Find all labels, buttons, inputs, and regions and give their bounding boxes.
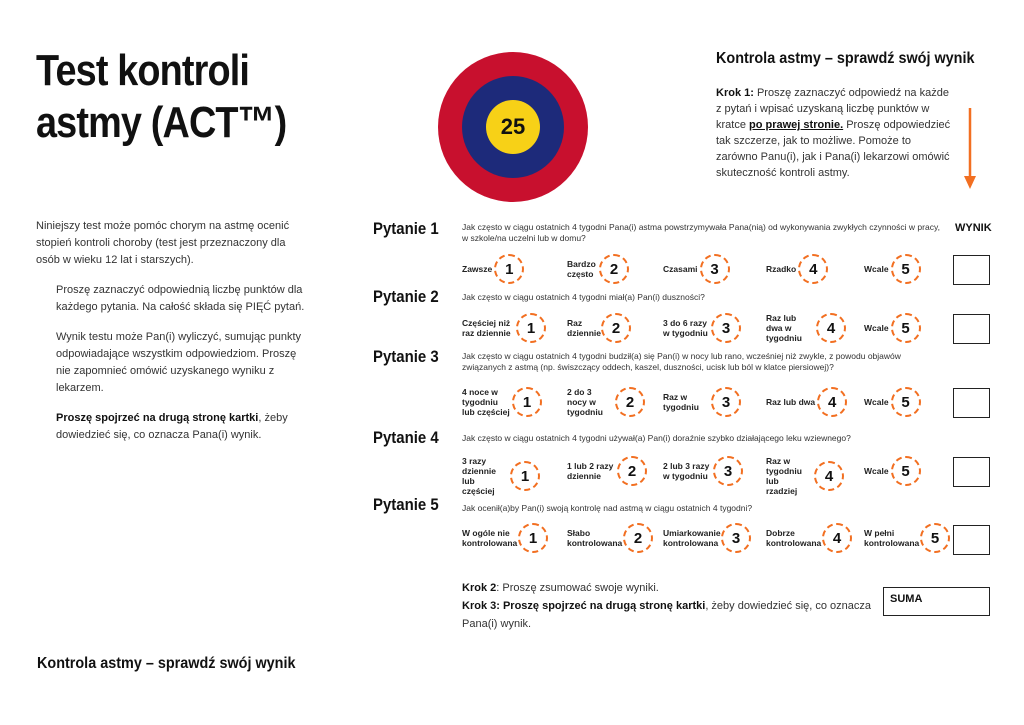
step3-line [462,597,882,633]
step2-label: Krok 2 [462,582,497,594]
points-circle[interactable]: 2 [623,523,653,553]
answer-label: Słabo kontrolowana [567,528,623,548]
steps-2-3 [462,579,882,633]
points-circle[interactable]: 5 [891,456,921,486]
question-3-label: Pytanie 3 [373,347,439,366]
q5-answer-3[interactable] [663,523,751,553]
answer-label: 1 lub 2 razy dziennie [567,461,614,481]
answer-label: Raz dziennie [567,318,602,338]
answer-label: Wcale [864,264,889,274]
q4-answer-3[interactable] [663,456,743,486]
answer-label: Bardzo często [567,259,596,279]
points-circle[interactable]: 3 [700,254,730,284]
step3-bold: Proszę spojrzeć na drugą stronę kartki [499,600,706,612]
q2-answer-4[interactable] [766,313,846,343]
step2-text: : Proszę zsumować swoje wyniki. [496,582,659,594]
intro-paragraph-2: Proszę zaznaczyć odpowiednią liczbę punktów dla każdego pytania. Na całość składa się PIĘĆ pytań. [56,284,305,313]
q2-answer-5[interactable] [864,313,921,343]
q5-answer-1[interactable] [462,523,548,553]
points-circle[interactable]: 3 [721,523,751,553]
step1-text-b: Proszę odpowiedzieć tak szczerze, jak to możliwe. Pomoże to zarówno Panu(i), jak i Pana(i) lekarzowi omówić skuteczność kontroli astmy. [716,119,951,179]
q1-answer-5[interactable] [864,254,921,284]
bottom-title: Kontrola astmy – sprawdź swój wynik [37,655,296,672]
points-circle[interactable]: 4 [814,461,844,491]
points-circle[interactable]: 5 [891,387,921,417]
answer-label: Wcale [864,323,889,333]
q3-answer-3[interactable] [663,387,741,417]
intro-paragraph-4 [36,410,311,444]
q1-answer-4[interactable] [766,254,828,284]
answer-label: 4 noce w tygodniu lub częściej [462,387,510,417]
points-circle[interactable]: 4 [822,523,852,553]
arrow-down-icon [963,108,977,190]
q2-score-box[interactable] [953,314,990,344]
question-5-label: Pytanie 5 [373,495,439,514]
total-score-box[interactable] [883,587,990,616]
answer-label: Zawsze [462,264,493,274]
q2-answer-2[interactable] [567,313,631,343]
q5-answer-4[interactable] [766,523,852,553]
points-circle[interactable]: 2 [601,313,631,343]
step1-text-a: Proszę zaznaczyć odpowiedź na każde z pytań i wpisać uzyskaną liczbę punktów w kratce [716,87,949,131]
q4-answer-2[interactable] [567,456,647,486]
title-line-2: astmy (ACT™) [36,98,287,147]
step3-text: , żeby dowiedzieć się, co oznacza Pana(i) wynik. [462,600,872,630]
answer-label: W ogóle nie kontrolowana [462,528,518,548]
right-header: Kontrola astmy – sprawdź swój wynik [716,50,975,67]
question-4-text: Jak często w ciągu ostatnich 4 tygodni używał(a) Pan(i) doraźnie szybko działającego leku wziewnego? [462,433,851,443]
step3-label: Krok 3: [462,600,500,612]
intro-p4-bold: Proszę spojrzeć na drugą stronę kartki [56,412,259,424]
q1-answer-1[interactable] [462,254,524,284]
title-line-1: Test kontroli [36,46,250,95]
target-score: 25 [486,100,540,154]
question-5-text: Jak ocenił(a)by Pan(i) swoją kontrolę nad astmą w ciągu ostatnich 4 tygodni? [462,503,753,513]
score-column-header: WYNIK [955,222,992,234]
points-circle[interactable]: 2 [615,387,645,417]
q2-answer-3[interactable] [663,313,741,343]
target-logo [438,52,588,202]
points-circle[interactable]: 4 [817,387,847,417]
q4-score-box[interactable] [953,457,990,487]
points-circle[interactable]: 3 [711,387,741,417]
points-circle[interactable]: 3 [713,456,743,486]
points-circle[interactable]: 1 [510,461,540,491]
points-circle[interactable]: 3 [711,313,741,343]
answer-label: Raz lub dwa w tygodniu [766,313,802,343]
points-circle[interactable]: 4 [816,313,846,343]
intro-paragraph-3: Wynik testu może Pan(i) wyliczyć, sumując punkty odpowiadające wszystkim odpowiedziom. Proszę nie zapomnieć omówić uzyskanego wyniku z lekarzem. [56,331,302,394]
answer-label: Czasami [663,264,698,274]
q5-answer-2[interactable] [567,523,653,553]
question-1-text: Jak często w ciągu ostatnich 4 tygodni Pana(i) astma powstrzymywała Pana(nią) od wykonywania zwykłych czynności w pracy, w szkole/na uczelni lub w domu? [462,222,940,243]
q1-answer-2[interactable] [567,254,629,284]
points-circle[interactable]: 2 [617,456,647,486]
answer-label: Raz w tygodniu [663,392,699,412]
q3-answer-5[interactable] [864,387,921,417]
answer-label: Wcale [864,466,889,476]
q4-answer-5[interactable] [864,456,921,486]
points-circle[interactable]: 1 [518,523,548,553]
intro-p4-rest: , żeby dowiedzieć się, co oznacza Pana(i) wynik. [56,412,288,441]
q4-answer-4[interactable] [766,456,844,496]
q1-answer-3[interactable] [663,254,730,284]
q2-answer-1[interactable] [462,313,546,343]
answer-label: W pełni kontrolowana [864,528,920,548]
answer-label: Raz w tygodniu lub rzadziej [766,456,802,496]
points-circle[interactable]: 1 [494,254,524,284]
step1-underlined: po prawej stronie. [749,119,844,131]
question-4-label: Pytanie 4 [373,428,439,447]
q5-answer-5[interactable] [864,523,950,553]
points-circle[interactable]: 4 [798,254,828,284]
page-title [36,45,320,149]
answer-label: 2 lub 3 razy w tygodniu [663,461,710,481]
question-1-label: Pytanie 1 [373,219,439,238]
points-circle[interactable]: 2 [599,254,629,284]
question-3-text: Jak często w ciągu ostatnich 4 tygodni budził(a) się Pan(i) w nocy lub rano, wcześniej niż zwykle, z powodu objawów związanych z astmą (np. świszczący oddech, kaszel, duszności, ucisk lub ból w klatce piersiowej)? [462,351,901,372]
answer-label: 3 razy dziennie lub częściej [462,456,497,496]
points-circle[interactable]: 5 [891,313,921,343]
answer-label: 3 do 6 razy w tygodniu [663,318,708,338]
answer-label: Dobrze kontrolowana [766,528,822,548]
points-circle[interactable]: 1 [512,387,542,417]
q3-score-box[interactable] [953,388,990,418]
answer-label: Wcale [864,397,889,407]
points-circle[interactable]: 5 [891,254,921,284]
points-circle[interactable]: 5 [920,523,950,553]
q4-answer-1[interactable] [462,456,540,496]
points-circle[interactable]: 1 [516,313,546,343]
q3-answer-2[interactable] [567,387,645,417]
intro-text [36,218,311,457]
answer-label: Umiarkowanie kontrolowana [663,528,721,548]
q3-answer-4[interactable] [766,387,847,417]
answer-label: Rzadko [766,264,797,274]
answer-label: Raz lub dwa [766,397,816,407]
step1-instructions [716,85,951,181]
answer-label: Częściej niż raz dziennie [462,318,511,338]
question-2-label: Pytanie 2 [373,287,439,306]
intro-paragraph-1: Niniejszy test może pomóc chorym na astmę ocenić stopień kontroli choroby (test jest przeznaczony dla osób w wieku 12 lat i starszych). [36,220,290,266]
step1-label: Krok 1: [716,87,754,99]
q5-score-box[interactable] [953,525,990,555]
q3-answer-1[interactable] [462,387,542,417]
q1-score-box[interactable] [953,255,990,285]
total-score-label: SUMA [890,593,923,605]
question-2-text: Jak często w ciągu ostatnich 4 tygodni miał(a) Pan(i) duszności? [462,292,705,302]
step2-line [462,579,882,597]
answer-label: 2 do 3 nocy w tygodniu [567,387,603,417]
